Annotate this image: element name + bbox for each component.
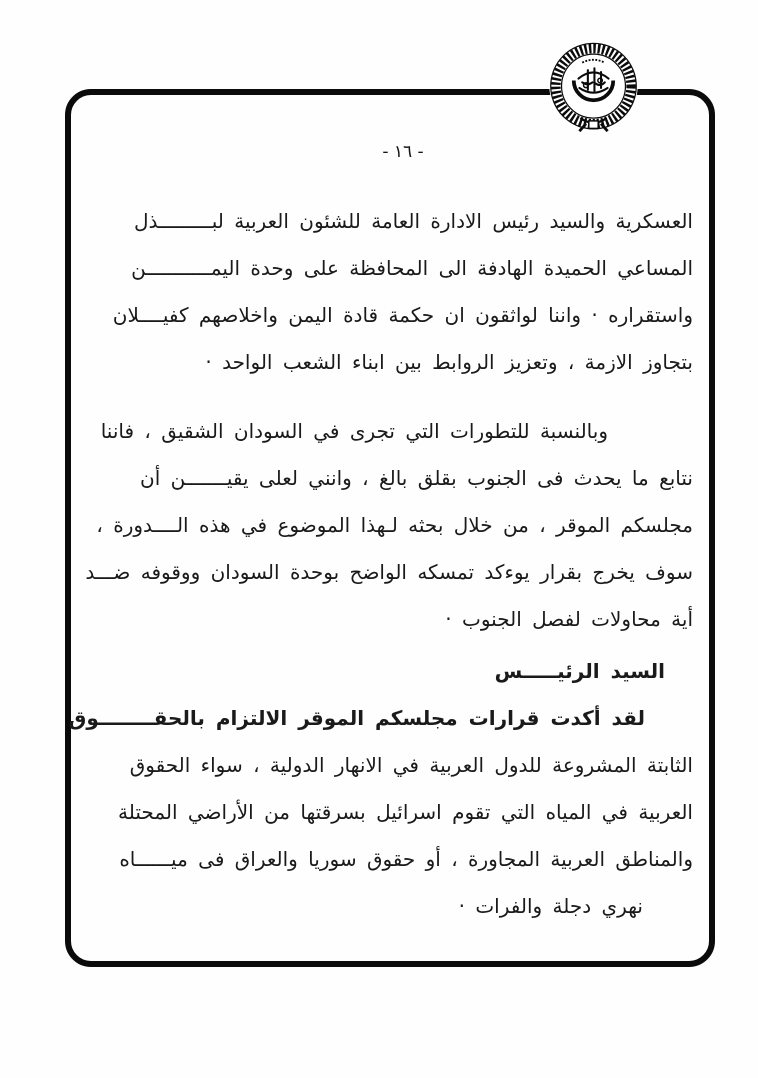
text-line: لقد أكدت قرارات مجلسكم الموقر الالتزام بالحقــــــــوق <box>68 706 645 730</box>
text-line: نتابع ما يحدث فى الجنوب بقلق بالغ ، وانني لعلى يقيـــــــن أن <box>140 466 693 490</box>
text-line: أية محاولات لفصل الجنوب · <box>445 607 693 631</box>
arab-league-emblem-icon <box>546 41 641 135</box>
document-text-block <box>68 198 693 930</box>
text-line: نهري دجلة والفرات · <box>458 894 643 918</box>
text-line: المساعي الحميدة الهادفة الى المحافظة على وحدة اليمـــــــــــن <box>131 256 693 280</box>
page-number: - ١٦ - <box>382 142 424 162</box>
text-line: بتجاوز الازمة ، وتعزيز الروابط بين ابناء الشعب الواحد · <box>205 350 693 374</box>
paragraph <box>85 408 693 643</box>
section-heading: السيد الرئيـــــس <box>494 659 665 683</box>
arab-league-emblem-logo <box>546 41 641 135</box>
text-line: الثابتة المشروعة للدول العربية في الانهار الدولية ، سواء الحقوق <box>129 753 693 777</box>
text-line: العسكرية والسيد رئيس الادارة العامة للشئون العربية لبـــــــــذل <box>133 209 693 233</box>
paragraph <box>68 695 693 930</box>
text-line: واستقراره · واننا لواثقون ان حكمة قادة اليمن واخلاصهم كفيــــلان <box>112 303 693 327</box>
text-line: وبالنسبة للتطورات التي تجرى في السودان الشقيق ، فاننا <box>100 419 608 443</box>
text-line: سوف يخرج بقرار يوءكد تمسكه الواضح بوحدة السودان ووقوفه ضـــد <box>85 560 693 584</box>
text-line: مجلسكم الموقر ، من خلال بحثه لـهذا الموضوع في هذه الــــدورة ، <box>96 513 693 537</box>
paragraph <box>90 198 693 386</box>
text-line: العربية في المياه التي تقوم اسرائيل بسرقتها من الأراضي المحتلة <box>118 800 693 824</box>
text-line: والمناطق العربية المجاورة ، أو حقوق سوريا والعراق فى ميــــــاه <box>119 847 693 871</box>
